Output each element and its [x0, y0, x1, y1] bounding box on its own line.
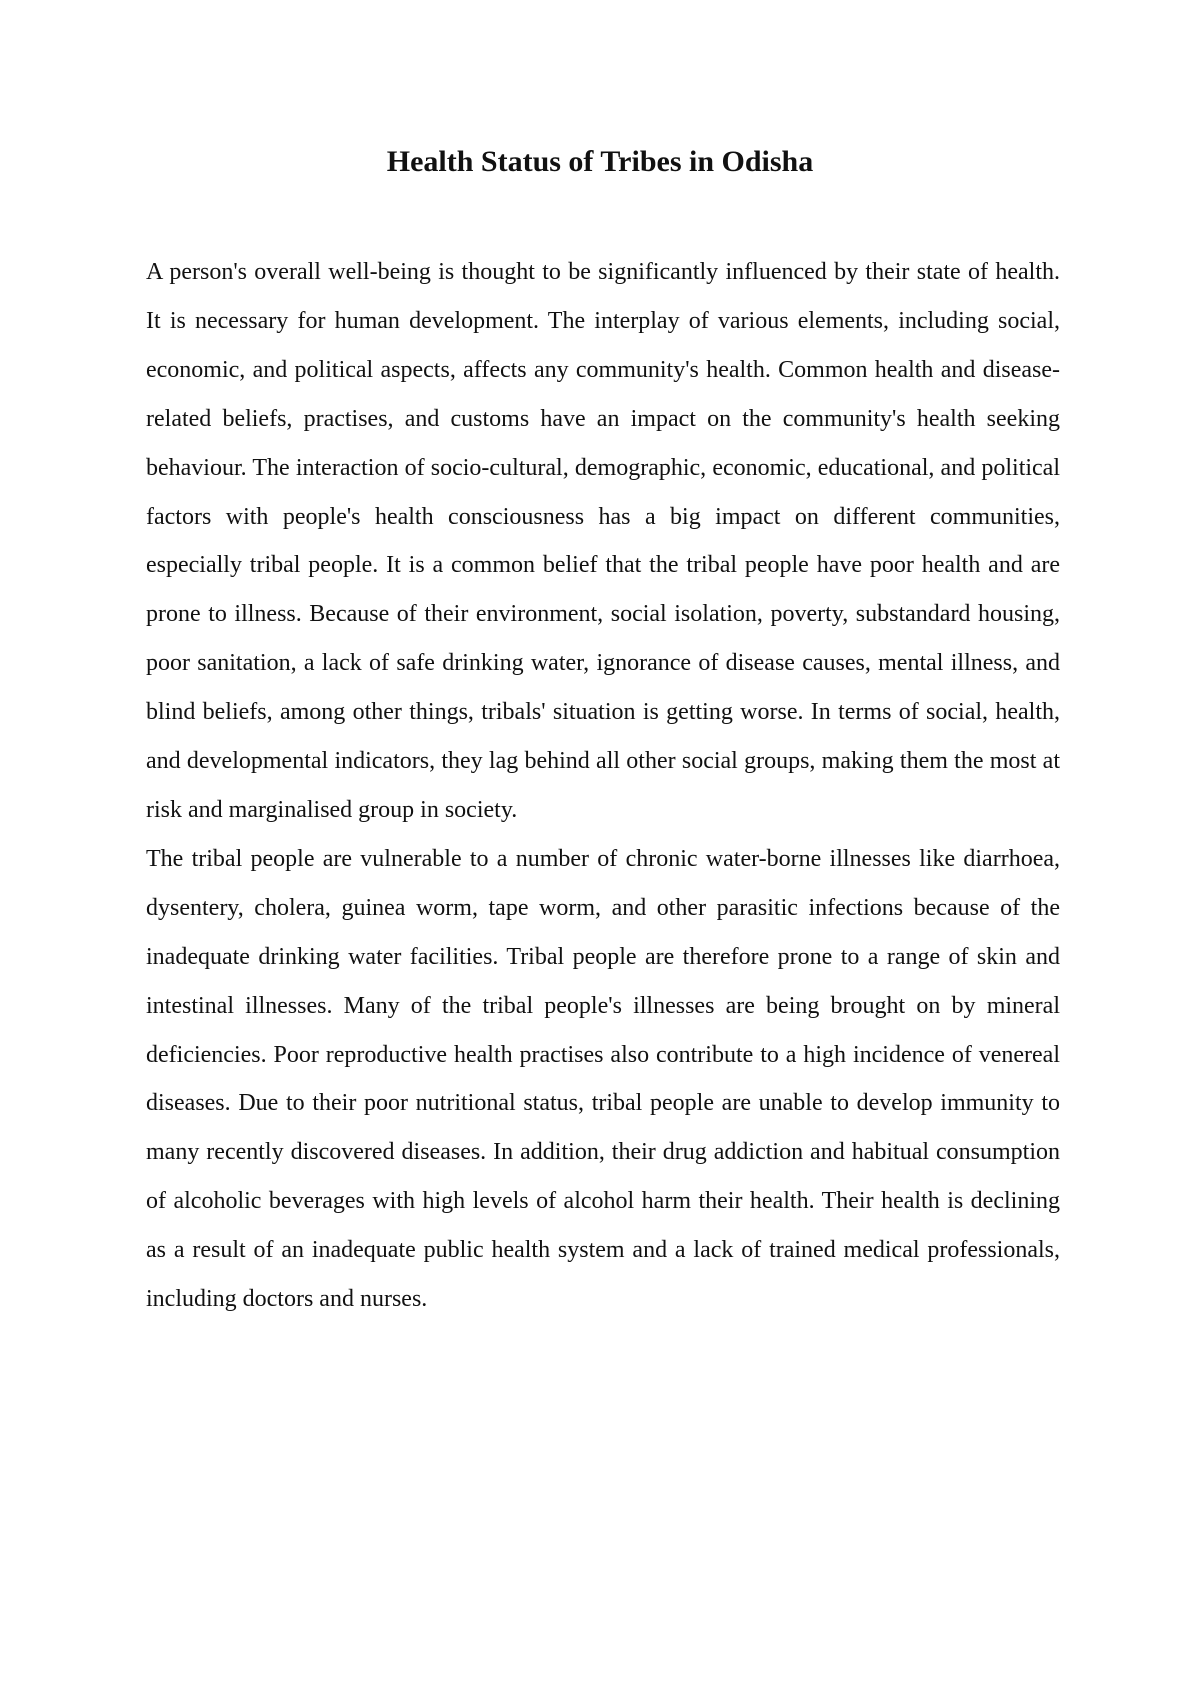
paragraph-2: The tribal people are vulnerable to a number of chronic water-borne illnesses like diarrhoea, dysentery, cholera, guinea worm, tape worm, and other parasitic infections because of the inadequate drinking water facilities. Tribal people are therefore prone to a range of skin and intestinal illnesses. Many of the tribal people's illnesses are being brought on by mineral deficiencies. Poor reproductive health practises also contribute to a high incidence of venereal diseases. Due to their poor nutritional status, tribal people are unable to develop immunity to many recently discovered diseases. In addition, their drug addiction and habitual consumption of alcoholic beverages with high levels of alcohol harm their health. Their health is declining as a result of an inadequate public health system and a lack of trained medical professionals, including doctors and nurses.	[146, 845, 1060, 1313]
document-body	[146, 248, 1060, 1324]
document-title: Health Status of Tribes in Odisha	[386, 145, 814, 178]
paragraph-1: A person's overall well-being is thought to be significantly influenced by their state of health. It is necessary for human development. The interplay of various elements, including social, economic, and political aspects, affects any community's health. Common health and disease-related beliefs, practises, and customs have an impact on the community's health seeking behaviour. The interaction of socio-cultural, demographic, economic, educational, and political factors with people's health consciousness has a big impact on different communities, especially tribal people. It is a common belief that the tribal people have poor health and are prone to illness. Because of their environment, social isolation, poverty, substandard housing, poor sanitation, a lack of safe drinking water, ignorance of disease causes, mental illness, and blind beliefs, among other things, tribals' situation is getting worse. In terms of social, health, and developmental indicators, they lag behind all other social groups, making them the most at risk and marginalised group in society.	[146, 259, 1060, 823]
